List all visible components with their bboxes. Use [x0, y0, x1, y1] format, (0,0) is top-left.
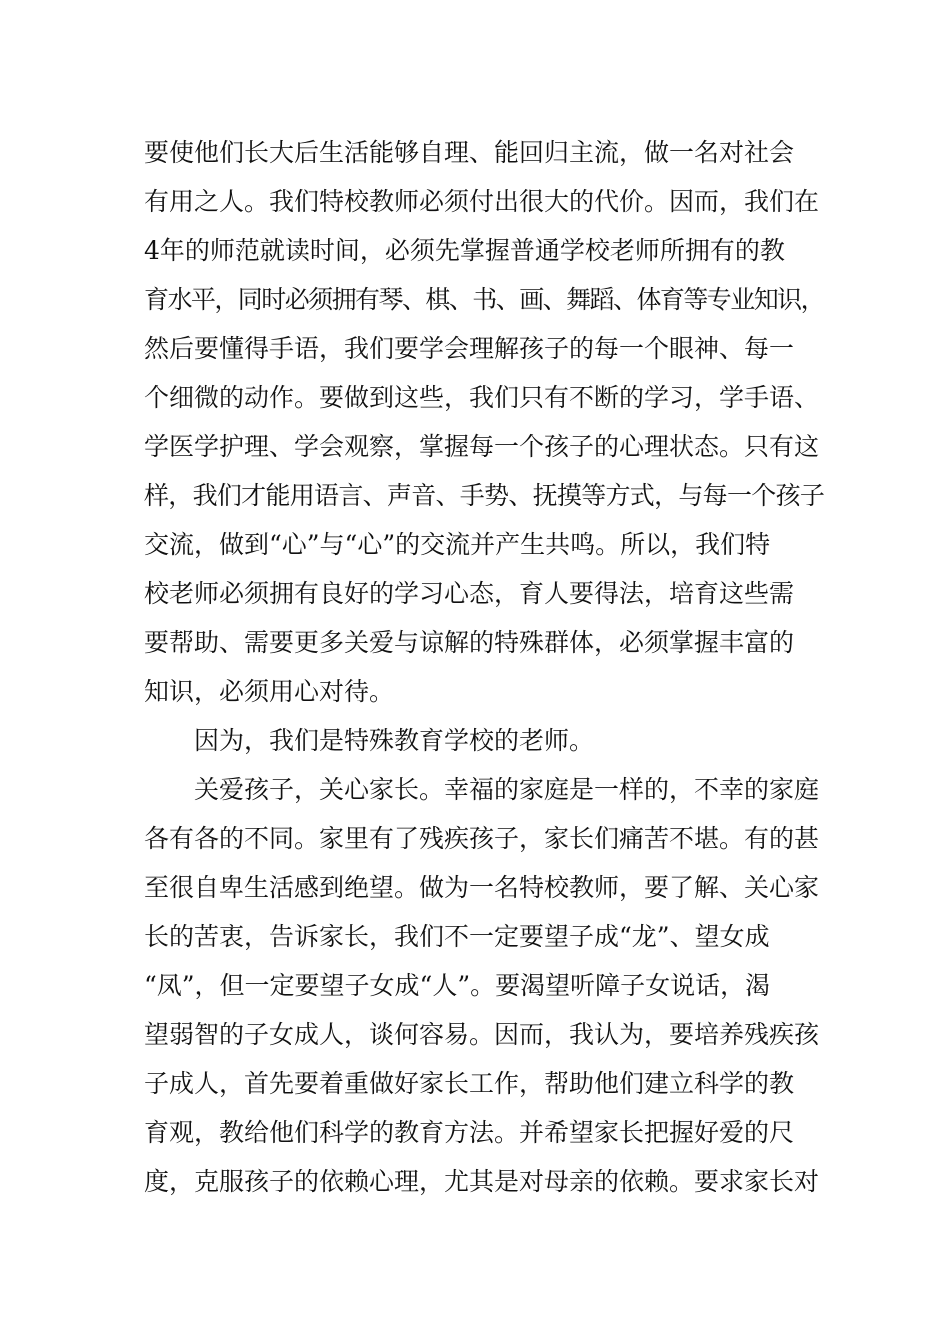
text-line: 长的苦衷，告诉家长，我们不一定要望子成“龙”、望女成	[144, 922, 770, 951]
text-line: 交流，做到“心”与“心”的交流并产生共鸣。所以，我们特	[144, 530, 771, 559]
text-line: 要帮助、需要更多关爱与谅解的特殊群体，必须掌握丰富的	[144, 628, 795, 657]
text-line: 各有各的不同。家里有了残疾孩子，家长们痛苦不堪。有的甚	[144, 824, 820, 853]
text-line: 度，克服孩子的依赖心理，尤其是对母亲的依赖。要求家长对	[144, 1167, 820, 1196]
text-line: 知识，必须用心对待。	[144, 677, 395, 706]
text-line: 子成人，首先要着重做好家长工作，帮助他们建立科学的教	[144, 1069, 795, 1098]
text-line: 校老师必须拥有良好的学习心态，育人要得法，培育这些需	[144, 579, 795, 608]
text-line: 学医学护理、学会观察，掌握每一个孩子的心理状态。只有这	[144, 432, 820, 461]
text-line: 望弱智的子女成人，谈何容易。因而，我认为，要培养残疾孩	[144, 1020, 820, 1049]
text-line: 4年的师范就读时间，必须先掌握普通学校老师所拥有的教	[144, 236, 785, 265]
text-line: 至很自卑生活感到绝望。做为一名特校教师，要了解、关心家	[144, 873, 820, 902]
text-line: 要使他们长大后生活能够自理、能回归主流，做一名对社会	[144, 138, 795, 167]
text-line: 因为，我们是特殊教育学校的老师。	[194, 726, 595, 755]
text-line: 关爱孩子，关心家长。幸福的家庭是一样的，不幸的家庭	[194, 775, 820, 804]
text-line: 样，我们才能用语言、声音、手势、抚摸等方式，与每一个孩子	[144, 481, 825, 510]
text-line: “凤”，但一定要望子女成“人”。要渴望听障子女说话，渴	[144, 971, 771, 1000]
document-body	[144, 128, 824, 1206]
text-line: 育观，教给他们科学的教育方法。并希望家长把握好爱的尺	[144, 1118, 795, 1147]
text-line: 有用之人。我们特校教师必须付出很大的代价。因而，我们在	[144, 187, 820, 216]
text-line: 然后要懂得手语，我们要学会理解孩子的每一个眼神、每一	[144, 334, 795, 363]
text-line: 个细微的动作。要做到这些，我们只有不断的学习，学手语、	[144, 383, 820, 412]
text-line: 育水平，同时必须拥有琴、棋、书、画、舞蹈、体育等专业知识，	[144, 285, 825, 314]
